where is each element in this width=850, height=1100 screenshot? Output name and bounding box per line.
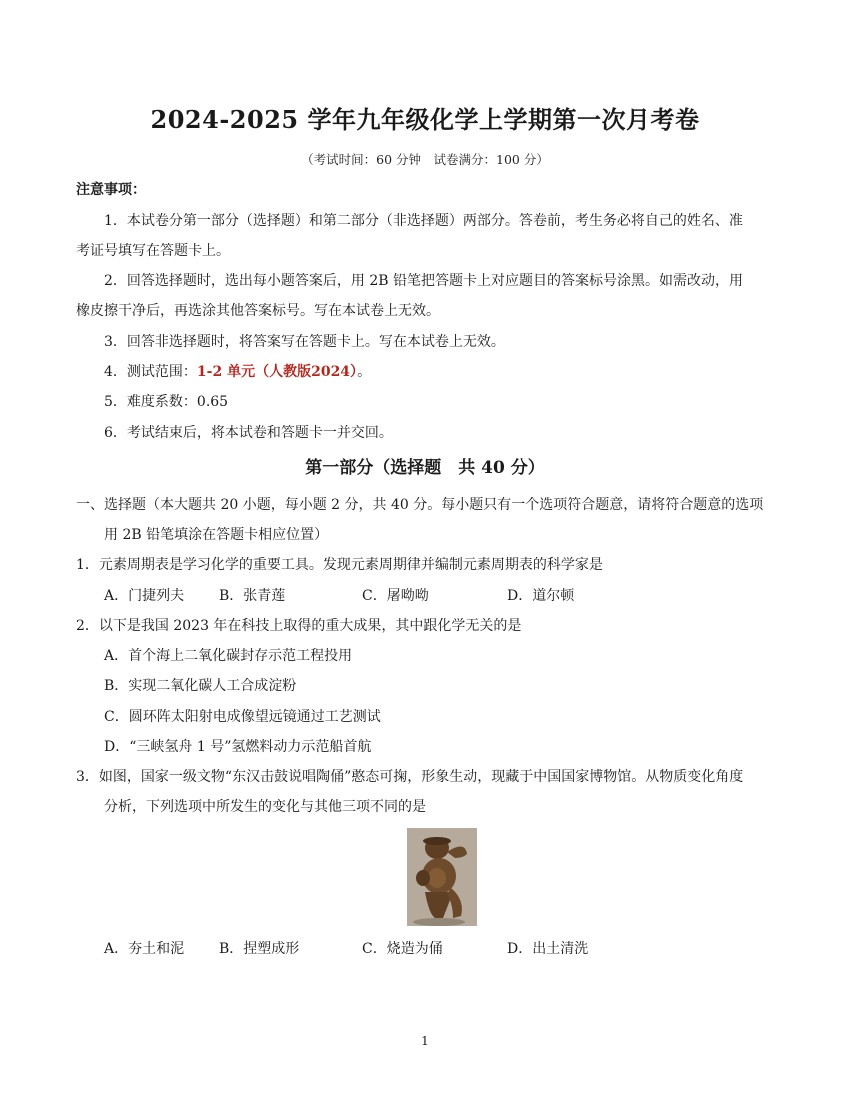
question-1-stem: 1．元素周期表是学习化学的重要工具。发现元素周期律并编制元素周期表的科学家是 — [76, 557, 603, 573]
question-1-option-a: A．门捷列夫 — [104, 588, 185, 604]
instructions-line-2: 用 2B 铅笔填涂在答题卡相应位置） — [104, 527, 329, 543]
question-2-option-b: B．实现二氧化碳人工合成淀粉 — [104, 678, 297, 694]
notice-item-4-suffix: 。 — [357, 364, 372, 380]
question-2-option-c: C．圆环阵太阳射电成像望远镜通过工艺测试 — [104, 709, 381, 725]
question-1-option-b: B．张青莲 — [219, 588, 286, 604]
exam-title: 2024-2025 学年九年级化学上学期第一次月考卷 — [150, 105, 700, 134]
question-3-option-d: D．出土清洗 — [507, 941, 589, 957]
notice-item-2-line-1: 2．回答选择题时，选出每小题答案后，用 2B 铅笔把答题卡上对应题目的答案标号涂黑。如需改动，用 — [104, 273, 744, 289]
test-scope-highlight: 1-2 单元（人教版2024） — [196, 364, 358, 380]
notice-item-4-prefix: 4．测试范围： — [104, 364, 197, 380]
pottery-figurine-icon — [407, 828, 477, 926]
question-3-option-c: C．烧造为俑 — [362, 941, 443, 957]
question-2-stem: 2．以下是我国 2023 年在科技上取得的重大成果，其中跟化学无关的是 — [76, 618, 522, 634]
notice-item-2-line-2: 橡皮擦干净后，再选涂其他答案标号。写在本试卷上无效。 — [76, 303, 440, 319]
notice-item-6: 6．考试结束后，将本试卷和答题卡一并交回。 — [104, 425, 393, 441]
question-3-option-b: B．捏塑成形 — [219, 941, 300, 957]
question-2-option-d: D．“三峡氢舟 1 号”氢燃料动力示范船首航 — [104, 739, 372, 755]
question-1-option-c: C．屠呦呦 — [362, 588, 429, 604]
question-3-option-a: A．夯土和泥 — [104, 941, 185, 957]
pottery-figurine-image — [407, 828, 477, 926]
page-number: 1 — [421, 1034, 429, 1048]
notice-heading: 注意事项： — [76, 182, 146, 198]
exam-subtitle: （考试时间：60 分钟 试卷满分：100 分） — [301, 152, 549, 167]
instructions-line-1: 一、选择题（本大题共 20 小题，每小题 2 分，共 40 分。每小题只有一个选项符合题意，请将符合题意的选项 — [76, 497, 764, 513]
notice-item-1-line-2: 考证号填写在答题卡上。 — [76, 243, 230, 259]
notice-item-4 — [104, 362, 371, 382]
question-2-option-a: A．首个海上二氧化碳封存示范工程投用 — [104, 648, 353, 664]
question-3-stem-line-1: 3．如图，国家一级文物“东汉击鼓说唱陶俑”憨态可掬，形象生动，现藏于中国国家博物馆。从物质变化角度 — [76, 769, 744, 785]
notice-item-5: 5．难度系数：0.65 — [104, 394, 229, 410]
question-3-stem-line-2: 分析，下列选项中所发生的变化与其他三项不同的是 — [104, 799, 426, 815]
notice-item-1-line-1: 1．本试卷分第一部分（选择题）和第二部分（非选择题）两部分。答卷前，考生务必将自己的姓名、准 — [104, 213, 743, 229]
notice-item-3: 3．回答非选择题时，将答案写在答题卡上。写在本试卷上无效。 — [104, 334, 505, 350]
section-title: 第一部分（选择题 共 40 分） — [305, 458, 545, 478]
question-1-option-d: D．道尔顿 — [507, 588, 575, 604]
